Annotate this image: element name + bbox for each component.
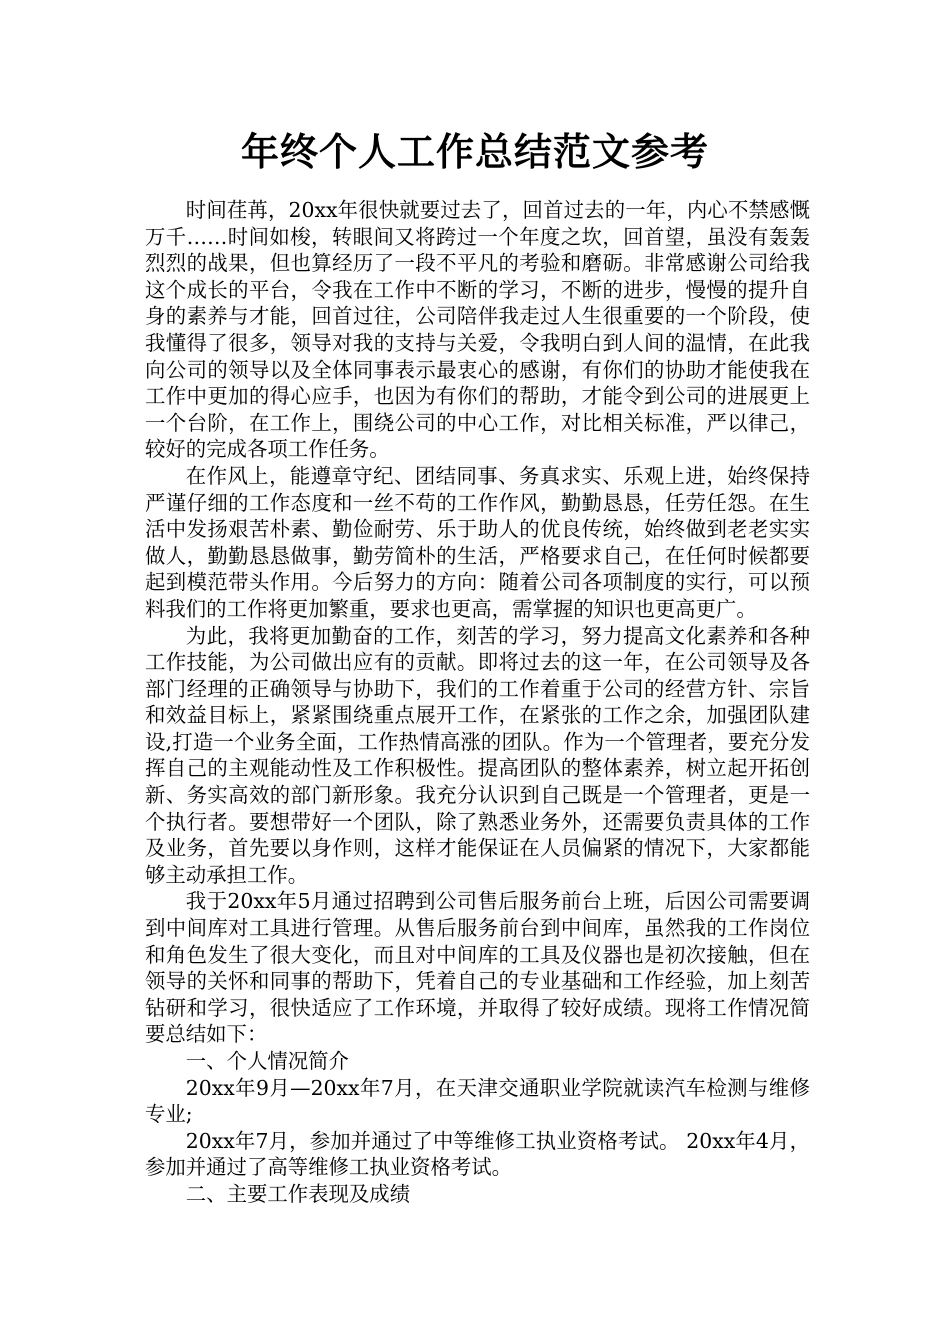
paragraph-certification: 20xx年7月，参加并通过了中等维修工执业资格考试。 20xx年4月，参加并通过了高等维修工执业资格考试。 <box>145 1128 810 1180</box>
section-heading-performance: 二、主要工作表现及成绩 <box>185 1181 411 1206</box>
paragraph-job-history: 我于20xx年5月通过招聘到公司售后服务前台上班，后因公司需要调到中间库对工具进行管理。从售后服务前台到中间库，虽然我的工作岗位和角色发生了很大变化，而且对中间库的工具及仪器也是初次接触，但在领导的关怀和同事的帮助下，凭着自己的专业基础和工作经验，加上刻苦钻研和学习，很快适应了工作环境，并取得了较好成绩。现将工作情况简要总结如下： <box>145 889 810 1047</box>
paragraph-education: 20xx年9月—20xx年7月，在天津交通职业学院就读汽车检测与维修专业; <box>145 1075 810 1127</box>
section-heading-personal: 一、个人情况简介 <box>185 1049 349 1073</box>
paragraph-work-style: 在作风上，能遵章守纪、团结同事、务真求实、乐观上进，始终保持严谨仔细的工作态度和一丝不苟的工作作风，勤勤恳恳，任劳任怨。在生活中发扬艰苦朴素、勤俭耐劳、乐于助人的优良传统，始终做到老老实实做人，勤勤恳恳做事，勤劳简朴的生活，严格要求自己，在任何时候都要起到模范带头作用。今后努力的方向：随着公司各项制度的实行，可以预料我们的工作将更加繁重，要求也更高，需掌握的知识也更高更广。 <box>145 463 810 621</box>
document-body <box>145 197 810 1208</box>
paragraph-intro: 时间荏苒，20xx年很快就要过去了，回首过去的一年，内心不禁感慨万千……时间如梭，转眼间又将跨过一个年度之坎，回首望，虽没有轰轰烈烈的战果，但也算经历了一段不平凡的考验和磨砺。非常感谢公司给我这个成长的平台，令我在工作中不断的学习，不断的进步，慢慢的提升自身的素养与才能，回首过往，公司陪伴我走过人生很重要的一个阶段，使我懂得了很多，领导对我的支持与关爱，令我明白到人间的温情，在此我向公司的领导以及全体同事表示最衷心的感谢，有你们的协助才能使我在工作中更加的得心应手，也因为有你们的帮助，才能令到公司的进展更上一个台阶，在工作上，围绕公司的中心工作，对比相关标准，严以律己，较好的完成各项工作任务。 <box>145 198 810 462</box>
document-title: 年终个人工作总结范文参考 <box>240 130 709 174</box>
paragraph-team: 为此，我将更加勤奋的工作，刻苦的学习，努力提高文化素养和各种工作技能，为公司做出应有的贡献。即将过去的这一年，在公司领导及各部门经理的正确领导与协助下，我们的工作着重于公司的经营方针、宗旨和效益目标上，紧紧围绕重点展开工作，在紧张的工作之余，加强团队建设,打造一个业务全面，工作热情高涨的团队。作为一个管理者，要充分发挥自己的主观能动性及工作积极性。提高团队的整体素养，树立起开拓创新、务实高效的部门新形象。我充分认识到自己既是一个管理者，更是一个执行者。要想带好一个团队，除了熟悉业务外，还需要负责具体的工作及业务，首先要以身作则，这样才能保证在人员偏紧的情况下，大家都能够主动承担工作。 <box>145 623 810 887</box>
